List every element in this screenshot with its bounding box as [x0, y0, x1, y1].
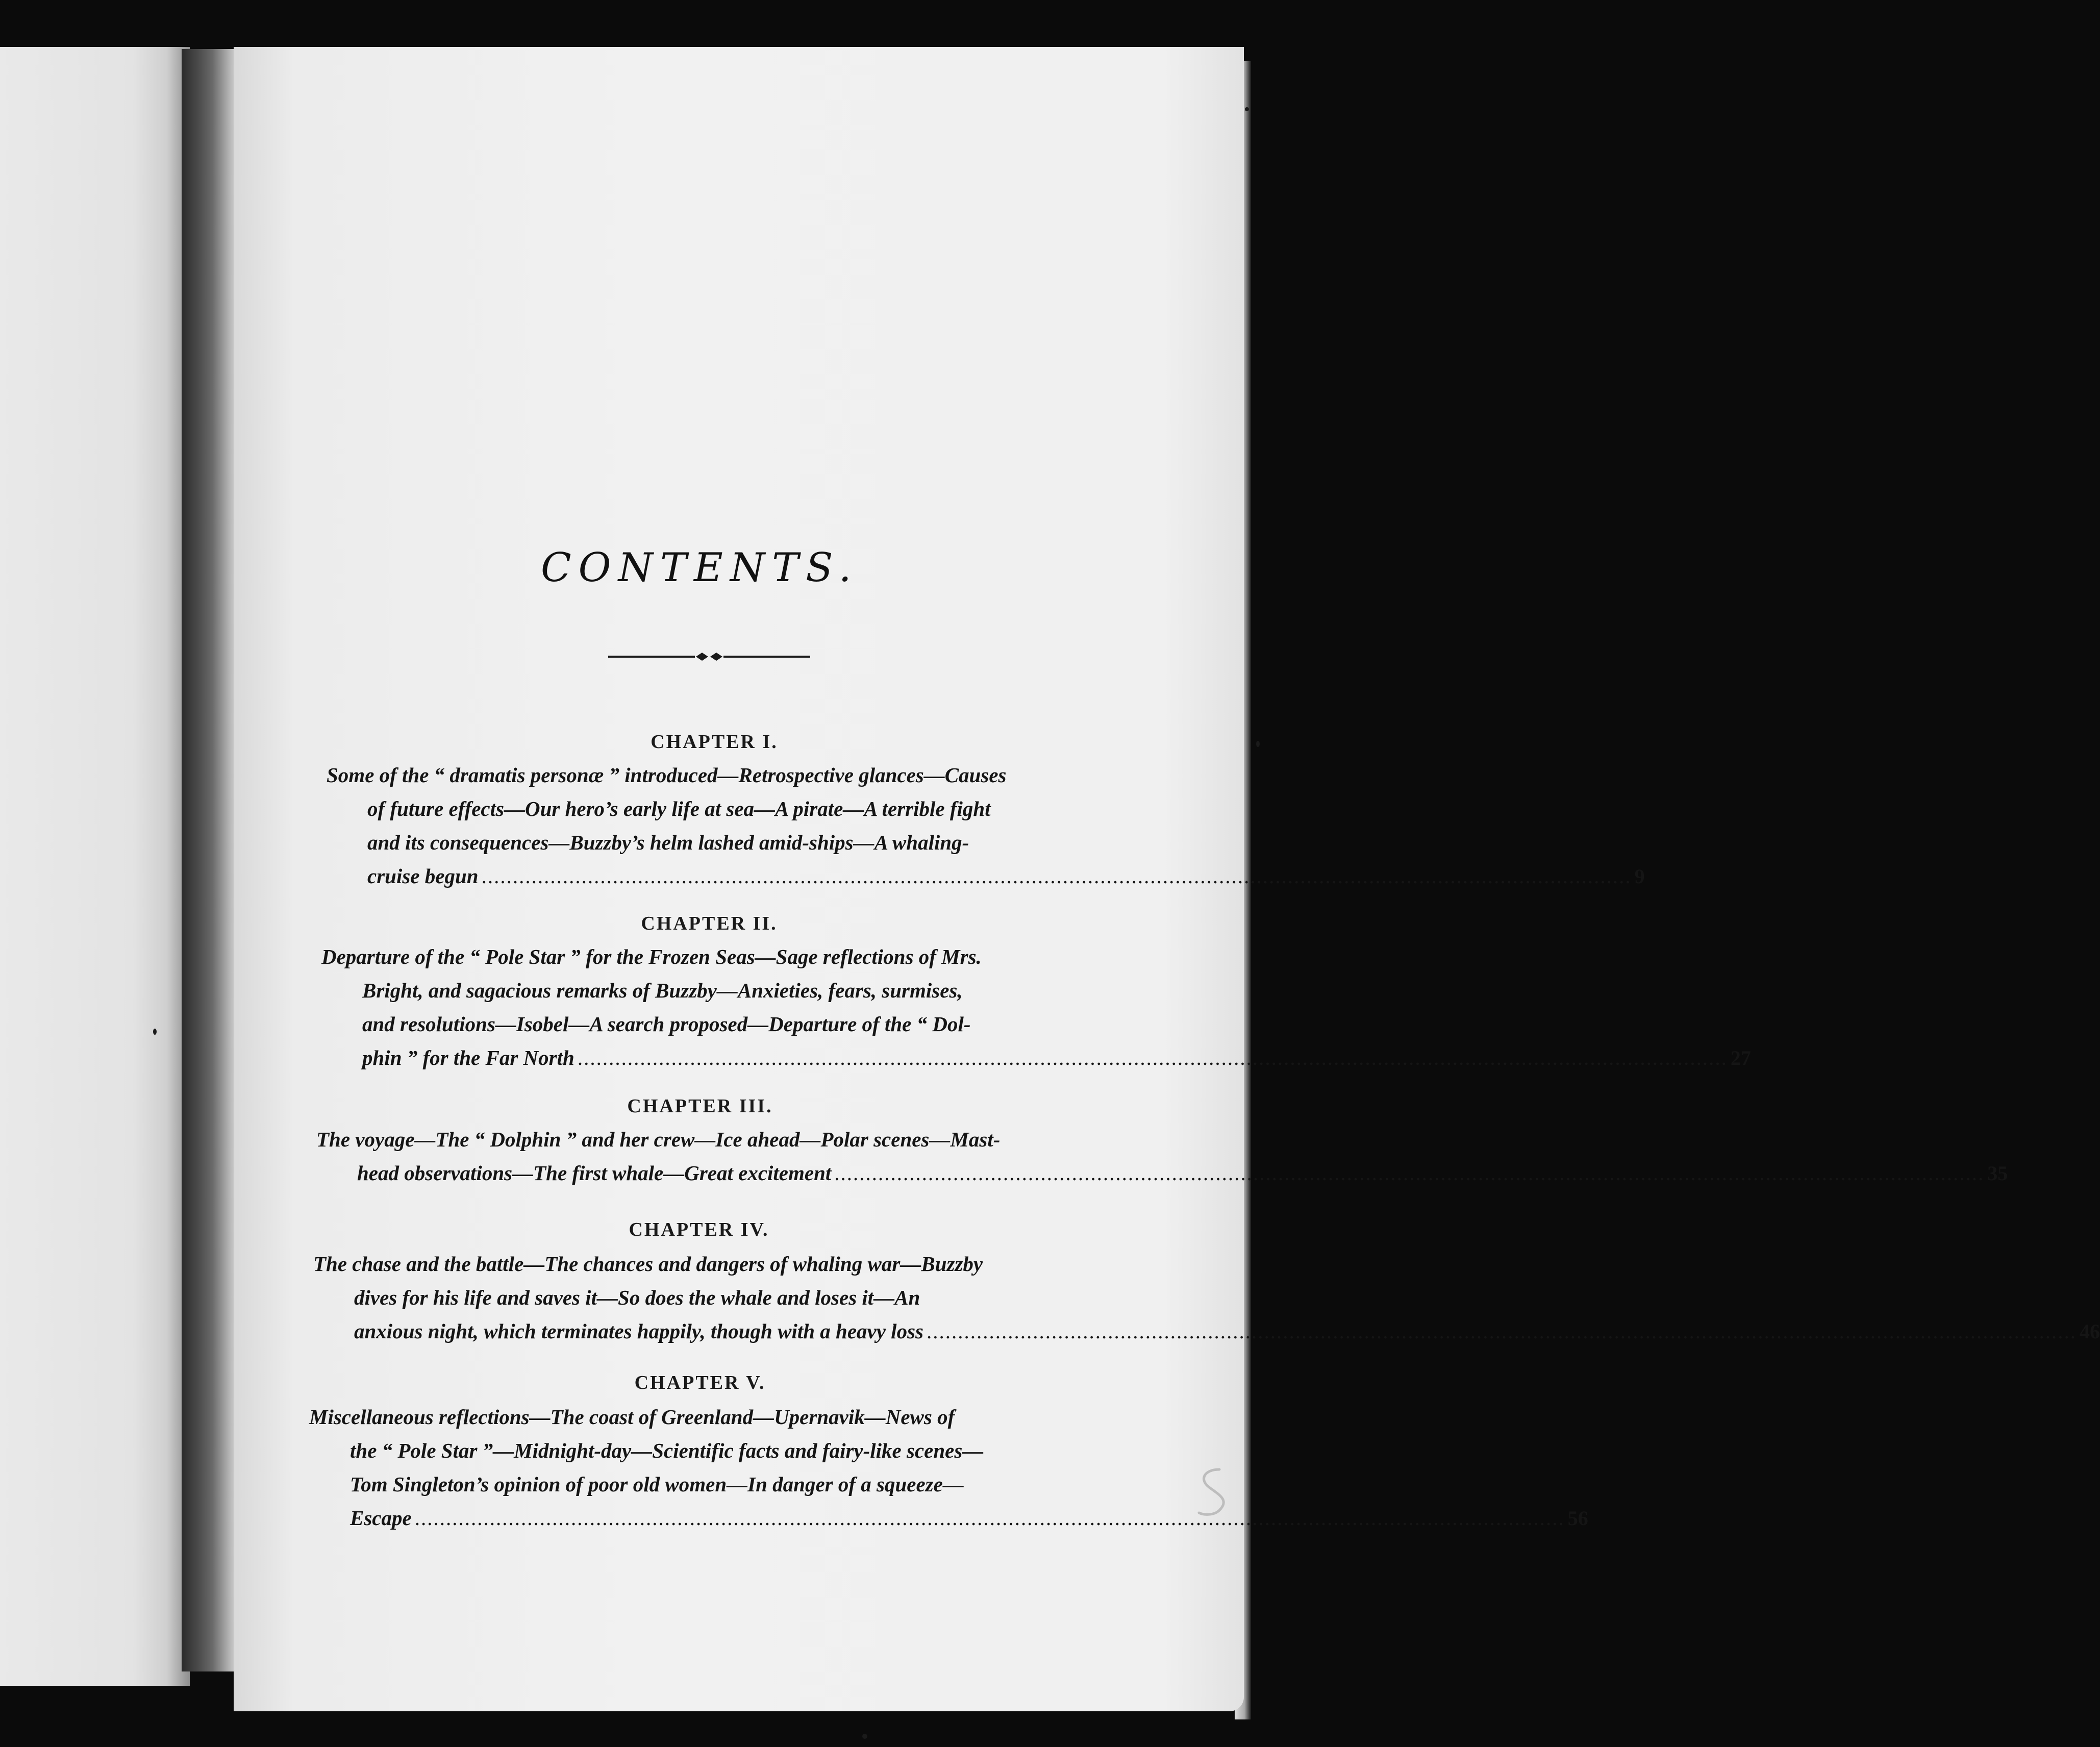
entry-last-line: cruise begun	[367, 864, 479, 888]
ink-speck	[862, 1734, 867, 1739]
entry-last-line: phin ” for the Far North	[362, 1046, 574, 1069]
chapter-5-heading: CHAPTER V.	[634, 1372, 766, 1393]
page-number: 46	[2080, 1320, 2100, 1343]
entry-line: of future effects—Our hero’s early life at sea—A pirate—A terrible fight	[367, 797, 991, 820]
entry-line: and resolutions—Isobel—A search proposed—Departure of the “ Dol-	[362, 1012, 971, 1036]
facing-page	[0, 47, 190, 1686]
chapter-1-heading: CHAPTER I.	[651, 731, 778, 753]
entry-line: Tom Singleton’s opinion of poor old women—In danger of a squeeze—	[350, 1473, 964, 1496]
page-number: 27	[1730, 1046, 1751, 1069]
ink-speck	[153, 1029, 157, 1035]
entry-line: Miscellaneous reflections—The coast of Greenland—Upernavik—News of	[309, 1405, 955, 1429]
dot-leader: ........................................................................................................................................................................................	[834, 1161, 1985, 1185]
entry-last-line: head observations—The first whale—Great excitement	[357, 1161, 832, 1185]
dot-leader: ........................................................................................................................................................................................	[481, 864, 1632, 888]
entry-line: The voyage—The “ Dolphin ” and her crew—Ice ahead—Polar scenes—Mast-	[316, 1128, 1001, 1151]
entry-line: Some of the “ dramatis personæ ” introduced—Retrospective glances—Causes	[327, 763, 1007, 787]
ink-speck	[1245, 107, 1249, 111]
chapter-4-entry	[313, 1247, 2100, 1349]
chapter-3-heading: CHAPTER III.	[627, 1095, 773, 1117]
dot-leader: ........................................................................................................................................................................................	[414, 1506, 1565, 1530]
chapter-2-heading: CHAPTER II.	[641, 913, 778, 934]
title-ornament	[608, 651, 810, 662]
page-number: 9	[1634, 865, 1645, 888]
entry-line: the “ Pole Star ”—Midnight-day—Scientific facts and fairy-like scenes—	[350, 1439, 984, 1462]
chapter-1-entry	[327, 758, 1645, 893]
dot-leader: ........................................................................................................................................................................................	[927, 1319, 2077, 1343]
chapter-5-entry	[309, 1400, 1588, 1535]
ink-speck	[1256, 741, 1260, 747]
entry-line: dives for his life and saves it—So does the whale and loses it—An	[354, 1286, 920, 1309]
chapter-3-entry	[316, 1122, 2008, 1190]
entry-last-line: anxious night, which terminates happily, though with a heavy loss	[354, 1319, 923, 1343]
page-number: 35	[1987, 1162, 2008, 1185]
page-number: 56	[1567, 1507, 1588, 1530]
chapter-4-heading: CHAPTER IV.	[629, 1219, 769, 1240]
page-title: CONTENTS.	[541, 545, 859, 591]
entry-line: and its consequences—Buzzby’s helm lashed amid-ships—A whaling-	[367, 831, 969, 854]
dot-leader: ........................................................................................................................................................................................	[577, 1046, 1728, 1069]
entry-last-line: Escape	[350, 1506, 412, 1530]
entry-line: The chase and the battle—The chances and dangers of whaling war—Buzzby	[313, 1252, 983, 1276]
chapter-2-entry	[321, 940, 1751, 1075]
entry-line: Departure of the “ Pole Star ” for the Frozen Seas—Sage reflections of Mrs.	[321, 945, 982, 968]
pencil-mark	[1189, 1464, 1250, 1520]
entry-line: Bright, and sagacious remarks of Buzzby—Anxieties, fears, surmises,	[362, 979, 963, 1002]
book-gutter	[182, 49, 238, 1671]
